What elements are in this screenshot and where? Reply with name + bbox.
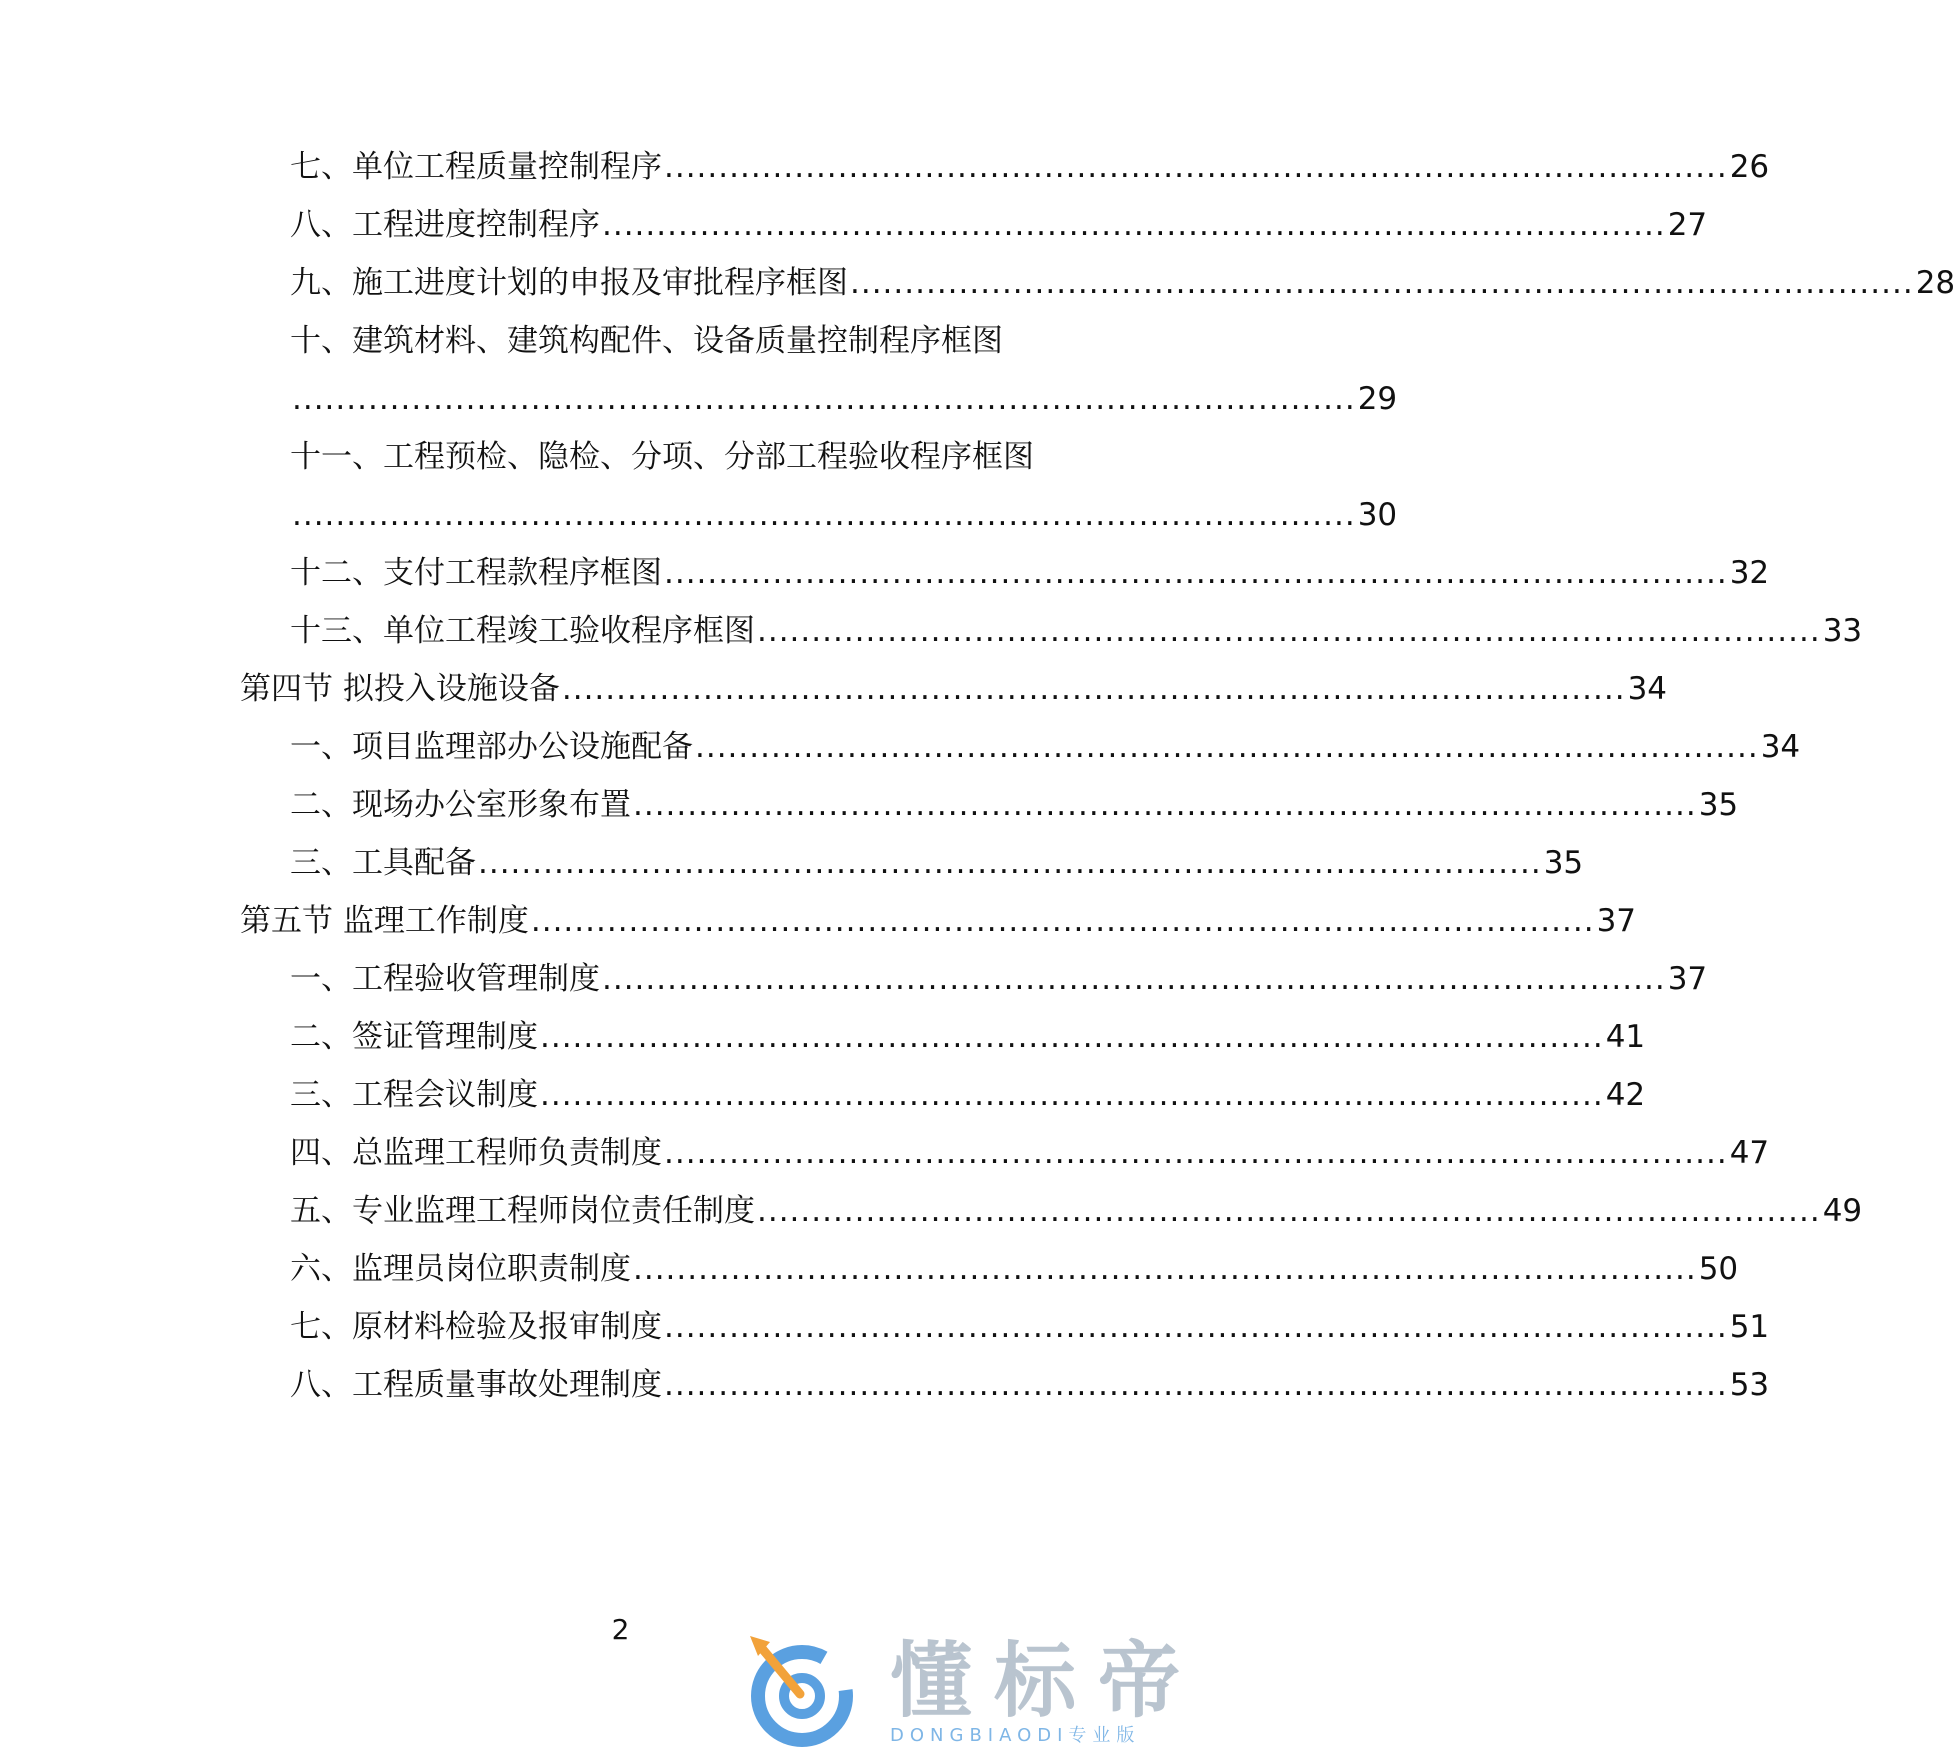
dot-leader: ..................................................................................................: [530, 903, 1595, 939]
toc-entry-page: 34: [1760, 729, 1801, 765]
toc-entry-title: 一、工程验收管理制度: [290, 961, 600, 997]
toc-entry-page: 28: [1915, 265, 1955, 301]
toc-entry-title: 五、专业监理工程师岗位责任制度: [290, 1193, 755, 1229]
dot-leader: ..................................................................................................: [602, 207, 1666, 243]
toc-entry-page: 30: [1357, 497, 1398, 533]
dot-leader: ..................................................................................................: [664, 555, 1728, 591]
toc-entry[interactable]: [290, 1304, 1770, 1350]
toc-entry[interactable]: [290, 550, 1770, 596]
toc-entry-page: 37: [1667, 961, 1708, 997]
dot-leader: ..................................................................................................: [757, 613, 1821, 649]
dot-leader: ..................................................................................................: [478, 845, 1542, 881]
toc-entry-title: 四、总监理工程师负责制度: [290, 1135, 662, 1171]
toc-entry-continuation[interactable]: [290, 492, 1398, 538]
watermark-brand: 懂标帝: [890, 1634, 1203, 1729]
toc-entry-title: 第四节 拟投入设施设备: [240, 671, 560, 707]
toc-entry-title: 六、监理员岗位职责制度: [290, 1251, 631, 1287]
toc-entry-title: 十二、支付工程款程序框图: [290, 555, 662, 591]
toc-entry-title: 三、工程会议制度: [290, 1077, 538, 1113]
toc-section-entry[interactable]: [240, 898, 1637, 944]
toc-entry[interactable]: [290, 1130, 1770, 1176]
dot-leader: ..................................................................................................: [633, 1251, 1697, 1287]
toc-entry-page: 27: [1667, 207, 1708, 243]
dot-leader: ..................................................................................................: [664, 1309, 1728, 1345]
toc-entry-title: 七、原材料检验及报审制度: [290, 1309, 662, 1345]
toc-entry-page: 47: [1729, 1135, 1770, 1171]
toc-entry[interactable]: [290, 608, 1863, 654]
dot-leader: ..................................................................................................: [602, 961, 1666, 997]
toc-entry-wrapped[interactable]: [290, 318, 1052, 364]
toc-entry-title: 一、项目监理部办公设施配备: [290, 729, 693, 765]
toc-entry-title: 八、工程质量事故处理制度: [290, 1367, 662, 1403]
dot-leader: ..................................................................................................: [292, 497, 1356, 533]
toc-entry-title: 七、单位工程质量控制程序: [290, 149, 662, 185]
toc-entry-page: 37: [1596, 903, 1637, 939]
dot-leader: ..................................................................................................: [664, 1367, 1728, 1403]
toc-entry-page: 33: [1822, 613, 1863, 649]
dot-leader: ..................................................................................................: [292, 381, 1356, 417]
dot-leader: ..................................................................................................: [561, 671, 1626, 707]
toc-entry[interactable]: [290, 1246, 1739, 1292]
toc-entry-title: 二、现场办公室形象布置: [290, 787, 631, 823]
toc-entry[interactable]: [290, 260, 1955, 306]
toc-entry[interactable]: [290, 782, 1739, 828]
toc-entry-page: 35: [1543, 845, 1584, 881]
watermark-subtitle: DONGBIAODI专业版: [890, 1725, 1141, 1746]
dot-leader: ..................................................................................................: [664, 149, 1728, 185]
toc-entry-title: 八、工程进度控制程序: [290, 207, 600, 243]
toc-entry[interactable]: [290, 1014, 1646, 1060]
toc-entry-page: 42: [1605, 1077, 1646, 1113]
toc-entry-title: 十三、单位工程竣工验收程序框图: [290, 613, 755, 649]
dot-leader: ..................................................................................................: [850, 265, 1914, 301]
toc-entry[interactable]: [290, 1072, 1646, 1118]
toc-entry[interactable]: [290, 840, 1584, 886]
toc-entry-page: 34: [1627, 671, 1668, 707]
toc-entry-page: 32: [1729, 555, 1770, 591]
toc-entry-page: 35: [1698, 787, 1739, 823]
toc-entry-title: 二、签证管理制度: [290, 1019, 538, 1055]
target-logo-icon: [740, 1634, 860, 1750]
toc-entry[interactable]: [290, 202, 1708, 248]
toc-entry-title: 第五节 监理工作制度: [240, 903, 529, 939]
toc-entry[interactable]: [290, 1362, 1770, 1408]
toc-entry[interactable]: [290, 724, 1801, 770]
toc-entry-title: 十、建筑材料、建筑构配件、设备质量控制程序框图: [290, 323, 1003, 359]
toc-entry-continuation[interactable]: [290, 376, 1398, 422]
dot-leader: ..................................................................................................: [695, 729, 1759, 765]
toc-entry-page: 26: [1729, 149, 1770, 185]
toc-entry-page: 50: [1698, 1251, 1739, 1287]
dot-leader: ..................................................................................................: [540, 1077, 1604, 1113]
toc-entry-page: 49: [1822, 1193, 1863, 1229]
dot-leader: ..................................................................................................: [757, 1193, 1821, 1229]
toc-entry-title: 十一、工程预检、隐检、分项、分部工程验收程序框图: [290, 439, 1034, 475]
toc-entry-page: 51: [1729, 1309, 1770, 1345]
toc-section-entry[interactable]: [240, 666, 1668, 712]
toc-entry[interactable]: [290, 144, 1770, 190]
toc-entry-title: 九、施工进度计划的申报及审批程序框图: [290, 265, 848, 301]
toc-entry-title: 三、工具配备: [290, 845, 476, 881]
dot-leader: ..................................................................................................: [664, 1135, 1728, 1171]
toc-entry-wrapped[interactable]: [290, 434, 1052, 480]
dot-leader: ..................................................................................................: [633, 787, 1697, 823]
dot-leader: ..................................................................................................: [540, 1019, 1604, 1055]
toc-entry[interactable]: [290, 1188, 1863, 1234]
watermark: [740, 1634, 1210, 1750]
page-number: 2: [611, 1613, 630, 1646]
toc-entry-page: 29: [1357, 381, 1398, 417]
toc-entry-page: 53: [1729, 1367, 1770, 1403]
toc-entry-page: 41: [1605, 1019, 1646, 1055]
toc-entry[interactable]: [290, 956, 1708, 1002]
